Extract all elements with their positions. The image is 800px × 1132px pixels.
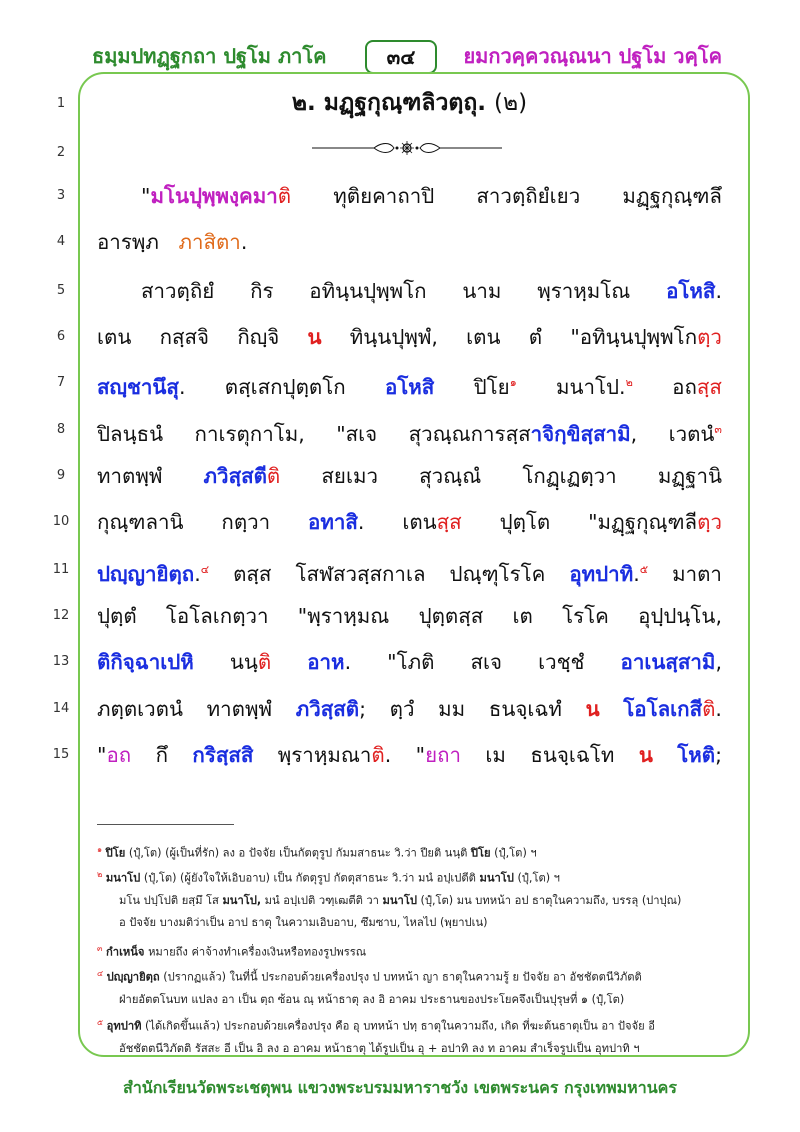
word: ทุติยคาถาปิ bbox=[333, 184, 435, 208]
word: ทินฺนปุพฺพํ, bbox=[349, 325, 438, 349]
word: ภตฺตเวตนํ bbox=[97, 697, 183, 721]
word: ปณฺฑุโรโค bbox=[449, 561, 546, 586]
word: กาเรตุกาโม, bbox=[194, 421, 305, 446]
footnote-text: มโน ปปฺโปติ ยสฺมึ โส bbox=[119, 893, 219, 907]
ornament-divider bbox=[312, 140, 502, 156]
footnote-term: ปิโย bbox=[105, 846, 126, 860]
word: ตฺวํ bbox=[389, 697, 415, 721]
verb-word: กริสฺสสิ bbox=[192, 743, 254, 767]
iti-particle: ติ bbox=[266, 464, 281, 488]
line-number: 11 bbox=[52, 562, 70, 577]
text-line-14 bbox=[97, 694, 722, 724]
iti-particle: ตฺว bbox=[697, 510, 722, 534]
line-number: 1 bbox=[56, 96, 66, 111]
word: ตสฺส bbox=[233, 561, 272, 586]
word: เตน bbox=[402, 510, 437, 534]
footnote-term: มนาโป bbox=[382, 893, 417, 907]
word: พฺราหฺมณา bbox=[277, 743, 372, 767]
verse-keyword: มโนปุพฺพงฺคมา bbox=[150, 184, 278, 208]
footnote-4 bbox=[97, 966, 737, 1008]
word: เม bbox=[485, 743, 506, 767]
word: พฺราหฺมโณ bbox=[537, 279, 631, 303]
line-number: 3 bbox=[56, 188, 66, 203]
word: กิร bbox=[250, 279, 274, 303]
word: นาม bbox=[462, 279, 502, 303]
word: "อทินฺนปุพฺพโก bbox=[570, 325, 698, 349]
word: อารพฺภ bbox=[97, 230, 159, 254]
text-line-5 bbox=[97, 276, 722, 306]
word: สุวณฺณการสฺส bbox=[408, 421, 531, 446]
line-number: 14 bbox=[52, 701, 70, 716]
footnote-text: (ปุํ,โต) ฯ bbox=[517, 871, 560, 885]
iti-particle: ติ bbox=[702, 697, 716, 721]
iti-particle: ตฺว bbox=[697, 325, 722, 349]
header-right-title: ยมกวคฺควณฺณนา ปฐโม วคฺโค bbox=[463, 44, 722, 68]
word: นนฺ bbox=[229, 650, 258, 674]
word: เตน bbox=[466, 325, 501, 349]
text-line-6 bbox=[97, 322, 722, 352]
footnote-term: ปญฺญายิตฺถ bbox=[106, 970, 160, 984]
footer-institution: สำนักเรียนวัดพระเชตุพน แขวงพระบรมมหาราชวัง เขตพระนคร กรุงเทพมหานคร bbox=[123, 1078, 677, 1097]
line-number: 7 bbox=[56, 375, 66, 390]
word: ธนจฺเฉโท bbox=[530, 743, 615, 767]
line-number: 6 bbox=[56, 329, 66, 344]
verb-word: อโหสิ bbox=[384, 374, 435, 399]
word: ปิโย bbox=[473, 374, 510, 399]
word: อทินฺนปุพฺพโก bbox=[309, 279, 427, 303]
text-line-13 bbox=[97, 647, 722, 677]
verb-word: อาห bbox=[307, 650, 345, 674]
title-main: ๒. มฏฺฐกุณฺฑลิวตฺถุ. bbox=[291, 90, 487, 116]
word: "โภติ bbox=[387, 650, 435, 674]
footnote-term: มนาโป, bbox=[222, 893, 262, 907]
footnote-text: (ปรากฏแล้ว) ในที่นี้ ประกอบด้วยเครื่องปรุง ป บทหน้า ญา ธาตุในความรู้ ย ปัจจัย อา อัชชัตตนีวิภัตติ bbox=[163, 970, 642, 984]
word: สยเมว bbox=[321, 464, 378, 488]
footnote-ref[interactable]: ๑ bbox=[509, 376, 517, 389]
word: สาวตฺถิยํเยว bbox=[476, 184, 581, 208]
word: ตํ bbox=[528, 325, 543, 349]
particle-word: ยถา bbox=[425, 743, 462, 767]
punct: , bbox=[715, 650, 722, 674]
word: ทาตพฺพํ bbox=[97, 464, 163, 488]
verb-word: อุทปาทิ bbox=[569, 561, 634, 586]
negation-word: น bbox=[307, 325, 322, 349]
footnote-continuation bbox=[97, 893, 737, 909]
line-number: 13 bbox=[52, 654, 70, 669]
footnote-divider bbox=[97, 824, 234, 825]
line-number: 2 bbox=[56, 145, 66, 160]
word: กตฺวา bbox=[221, 510, 271, 534]
punct: . bbox=[384, 743, 392, 767]
footnote-continuation: อัชชัตตนีวิภัตติ รัสสะ อี เป็น อิ ลง อ อาคม หน้าธาตุ ได้รูปเป็น อุ + อปาทิ ลง ท อาคม สำเร็จรูปเป็น อุทปาทิ ฯ bbox=[119, 1041, 640, 1055]
footnote-term: กำเหน็จ bbox=[106, 945, 145, 959]
word: ตสฺเสกปุตฺตโก bbox=[224, 374, 346, 399]
footnote-term: อุทปาทิ bbox=[106, 1019, 142, 1033]
word: มม bbox=[438, 697, 466, 721]
ending: สฺส bbox=[436, 510, 462, 534]
word: กิญฺจิ bbox=[237, 325, 280, 349]
punct: . bbox=[715, 697, 722, 721]
word: อุปฺปนฺโน, bbox=[638, 604, 722, 628]
word: กึ bbox=[155, 743, 168, 767]
page-number-box bbox=[365, 40, 437, 74]
word: ปุตฺตํ bbox=[97, 604, 137, 628]
footnote-term: มนาโป bbox=[105, 871, 141, 885]
line-number: 9 bbox=[56, 468, 66, 483]
word: เวตนํ bbox=[668, 421, 715, 446]
punct: , bbox=[630, 421, 638, 446]
footnote-continuation: ฝ่ายอัตตโนบท แปลง อา เป็น ตฺถ ซ้อน ณฺ หน้าธาตุ ลง อิ อาคม ประธานของประโยคจึงเป็นปุรุษที่ ๑ (ปุํ,โต) bbox=[119, 992, 625, 1006]
word: โอโลเกตฺวา bbox=[165, 604, 269, 628]
word: โรโค bbox=[562, 604, 609, 628]
footnote-mark: ๑ bbox=[97, 845, 103, 854]
text-line-4 bbox=[97, 227, 722, 257]
text-line-11 bbox=[97, 555, 722, 589]
footnote-1 bbox=[97, 842, 737, 862]
footnote-ref[interactable]: ๕ bbox=[639, 563, 649, 576]
punct: . bbox=[240, 230, 248, 254]
footnote-mark: ๓ bbox=[97, 944, 103, 953]
word: มนาโป. bbox=[556, 374, 626, 399]
word: มาตา bbox=[672, 561, 722, 586]
verb-word: อโหสิ bbox=[666, 279, 716, 303]
iti-particle: ติ bbox=[257, 650, 272, 674]
header-left-title: ธมฺมปทฏฺฐกถา ปฐโม ภาโค bbox=[92, 44, 327, 68]
line-number: 4 bbox=[56, 234, 66, 249]
word: "มฏฺฐกุณฺฑลี bbox=[588, 510, 698, 534]
word: ปุตฺตสฺส bbox=[418, 604, 484, 628]
word: สาวตฺถิยํ bbox=[141, 279, 215, 303]
punct: . bbox=[715, 279, 722, 303]
footnote-mark: ๔ bbox=[97, 969, 104, 978]
word: กุณฺฑลานิ bbox=[97, 510, 184, 534]
footnote-2 bbox=[97, 867, 737, 931]
word: มฏฺฐานิ bbox=[657, 464, 722, 488]
footnote-text: (ปุํ,โต) (ผู้ยังใจให้เอิบอาบ) เป็น กัตตุรูป กัตตุสาธนะ วิ.ว่า มนํ อปฺเปตีติ bbox=[143, 871, 476, 885]
text-line-8 bbox=[97, 415, 722, 449]
page-number: ๓๔ bbox=[386, 45, 416, 69]
footnote-text: (ปุํ,โต) มน บทหน้า อป ธาตุในความถึง, บรรลุ (ปาปุณ) bbox=[420, 893, 682, 907]
word: โสฬสวสฺสกาเล bbox=[295, 561, 426, 586]
footnote-5 bbox=[97, 1015, 737, 1057]
word: ปิลนฺธนํ bbox=[97, 421, 164, 446]
negation-word: น bbox=[585, 697, 600, 721]
punct: ; bbox=[359, 697, 366, 721]
verb-word: อาเนสฺสามิ bbox=[620, 650, 716, 674]
word: "พฺราหฺมณ bbox=[297, 604, 390, 628]
text-line-12 bbox=[97, 601, 722, 631]
footnote-ref[interactable]: ๒ bbox=[625, 376, 633, 389]
footnote-ref[interactable]: ๓ bbox=[714, 423, 722, 436]
text-line-7 bbox=[97, 368, 722, 402]
quote-mark: " bbox=[415, 743, 426, 767]
line-number: 8 bbox=[56, 422, 66, 437]
word: กสฺสจิ bbox=[159, 325, 210, 349]
footnote-mark: ๕ bbox=[97, 1018, 104, 1027]
line-number: 10 bbox=[52, 514, 70, 529]
footnote-3 bbox=[97, 941, 737, 961]
punct: ; bbox=[715, 743, 722, 767]
word: เต bbox=[512, 604, 533, 628]
verb-word: โหติ bbox=[677, 743, 716, 767]
verb-word: อทาสิ bbox=[308, 510, 358, 534]
verb-word: ปญฺญายิตฺถ bbox=[97, 561, 195, 586]
footnote-text: หมายถึง ค่าจ้างทำเครื่องเงินหรือทองรูปพรรณ bbox=[148, 945, 367, 959]
text-line-3 bbox=[97, 181, 722, 211]
word: ทาตพฺพํ bbox=[206, 697, 273, 721]
iti-particle: ติ bbox=[277, 184, 292, 208]
word: สเจ bbox=[470, 650, 503, 674]
footnote-text: (ปุํ,โต) (ผู้เป็นที่รัก) ลง อ ปัจจัย เป็นกัตตุรูป กัมมสาธนะ วิ.ว่า ปียติ นนฺติ bbox=[128, 846, 468, 860]
word: เวชฺชํ bbox=[538, 650, 585, 674]
line-number: 5 bbox=[56, 283, 66, 298]
verb-word: ติกิจฺฉาเปหิ bbox=[97, 650, 194, 674]
ending: สฺส bbox=[696, 374, 722, 399]
negation-word: น bbox=[638, 743, 653, 767]
verb-word: สญฺชานึสุ bbox=[97, 374, 179, 399]
page-title bbox=[97, 88, 722, 118]
iti-particle: ติ bbox=[371, 743, 385, 767]
text-line-10 bbox=[97, 507, 722, 537]
text-line-15 bbox=[97, 740, 722, 770]
punct: . bbox=[357, 510, 365, 534]
text-line-9 bbox=[97, 461, 722, 491]
word: ปุตฺโต bbox=[499, 510, 551, 534]
word: อถ bbox=[672, 374, 697, 399]
verb-word: โอโลเกสี bbox=[623, 697, 703, 721]
footnote-text: (ได้เกิดขึ้นแล้ว) ประกอบด้วยเครื่องปรุง คือ อุ บทหน้า ปทฺ ธาตุในความถึง, เกิด ที่ฆะต้นธาตุเป็น อา ปัจจัย อี bbox=[145, 1019, 655, 1033]
verb-word: าจิกฺขิสฺสามิ bbox=[530, 421, 631, 446]
footnote-text: (ปุํ,โต) ฯ bbox=[494, 846, 537, 860]
footnote-term: ปิโย bbox=[470, 846, 491, 860]
punct: . bbox=[178, 374, 186, 399]
punct: . bbox=[194, 561, 201, 586]
line-number: 12 bbox=[52, 608, 70, 623]
verb-word: ภวิสฺสติ bbox=[295, 697, 360, 721]
line-number: 15 bbox=[52, 747, 70, 762]
word: มฏฺฐกุณฺฑลึ bbox=[622, 184, 722, 208]
footnote-text: มนํ อปฺเปติ วฑฺเฒตีติ วา bbox=[264, 893, 379, 907]
word: สุวณฺณํ bbox=[419, 464, 482, 488]
word: เตน bbox=[97, 325, 132, 349]
title-suffix: (๒) bbox=[494, 90, 528, 116]
word: โกฏฺเฏตฺวา bbox=[522, 464, 617, 488]
punct: . bbox=[344, 650, 352, 674]
verb-word: ภวิสฺสตี bbox=[203, 464, 267, 488]
predicate-word: ภาสิตา bbox=[178, 230, 241, 254]
quote-mark: " bbox=[97, 743, 107, 767]
word: "สเจ bbox=[336, 421, 378, 446]
footnote-ref[interactable]: ๔ bbox=[200, 563, 210, 576]
footnote-mark: ๒ bbox=[97, 870, 103, 879]
word: ธนจฺเฉทํ bbox=[488, 697, 562, 721]
punct: . bbox=[633, 561, 640, 586]
footnote-continuation: อ ปัจจัย บางมติว่าเป็น อาป ธาตุ ในความเอิบอาบ, ซึมซาบ, ไหลไป (พฺยาปเน) bbox=[119, 915, 488, 929]
quote-mark: " bbox=[141, 184, 151, 208]
footnote-term: มนาโป bbox=[479, 871, 514, 885]
particle-word: อถ bbox=[106, 743, 132, 767]
